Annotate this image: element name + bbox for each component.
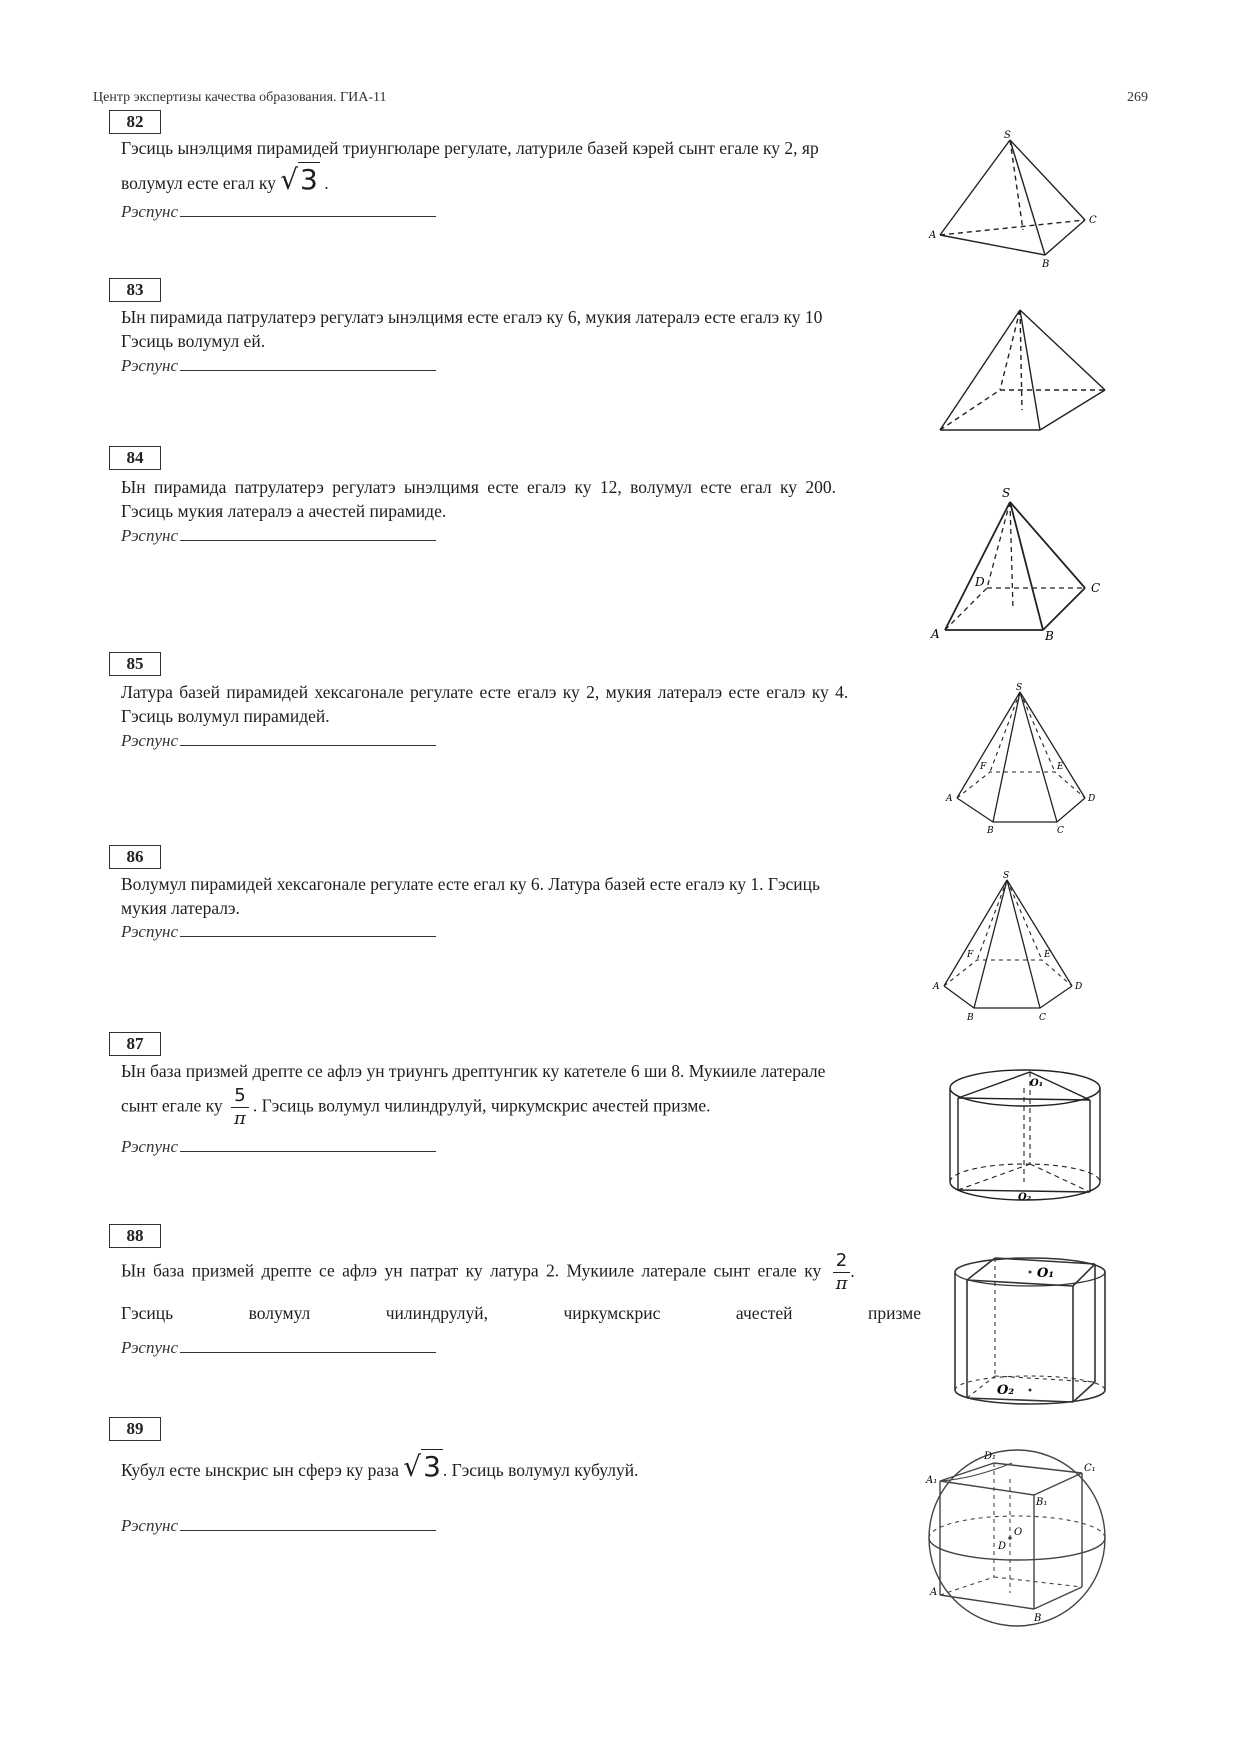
vertex-label: B [967,1013,974,1023]
answer-field[interactable] [121,200,436,222]
problem-text [121,475,936,523]
problem-text-line: Гэсиць мукия латералэ а ачестей пирамиде. [121,501,447,521]
problem-text-word: призме [867,1303,921,1323]
problem-number: 83 [109,278,161,302]
vertex-label: C₁ [1084,1463,1096,1474]
vertex-label: C [1039,1013,1046,1023]
vertex-label: A [931,627,940,640]
problem-text-fragment: . [324,173,329,193]
problem-text-line: Гэсиць волумул пирамидей. [121,706,330,726]
problem-text [121,1059,936,1130]
vertex-label: E [1057,762,1064,772]
vertex-label: B [1045,629,1054,640]
vertex-label: D [1075,982,1083,992]
vertex-label: D [1088,794,1096,804]
vertex-label: B₁ [1036,1497,1048,1508]
answer-label: Рэспунс [121,526,178,545]
problem-text-line [121,163,936,196]
problem-number: 88 [109,1224,161,1248]
problem-text-line: Ын пирамида патрулатерэ регулатэ ынэлцимя есте егалэ ку 6, мукия латералэ есте егалэ ку 10 [121,307,823,327]
problem-text-line [121,475,936,499]
vertex-label: C [1089,215,1097,226]
hexagonal-pyramid-figure [935,680,1110,840]
problem-text-word: ачестей [735,1303,793,1323]
sqrt-expression: √3 [280,163,318,196]
problem-number: 87 [109,1032,161,1056]
answer-line[interactable] [180,1336,436,1353]
problem-text-line: Гэсиць ынэлцимя пирамидей триунгюларе регулате, латуриле базей кэрей сынт егале ку 2, яр [121,138,819,158]
fraction [833,1250,851,1295]
vertex-label: F [980,762,987,772]
answer-line[interactable] [180,920,436,937]
problem-text-line: Волумул пирамидей хексагонале регулате есте егал ку 6. Латура базей есте егалэ ку 1. Гэсиць [121,874,820,894]
vertex-label: D [998,1541,1007,1552]
problem-text-line [121,1450,936,1483]
answer-label: Рэспунс [121,1137,178,1156]
vertex-label: B [1034,1613,1042,1624]
problem-number: 85 [109,652,161,676]
vertex-label: C [1091,581,1101,595]
cylinder-triangular-prism-figure [940,1060,1110,1215]
vertex-label: S [1016,683,1023,693]
problem-text [121,1250,936,1325]
answer-label: Рэспунс [121,356,178,375]
center-point [1008,1536,1012,1540]
cube-in-sphere-figure [922,1443,1112,1633]
hexagonal-pyramid-figure [922,868,1097,1028]
vertex-label: S [1003,871,1010,881]
radicand: 3 [423,1450,441,1483]
vertex-label: A [946,794,953,804]
problem-text [121,305,936,353]
fraction-numerator: 2 [835,1250,848,1271]
vertex-label: D [975,575,985,589]
answer-line[interactable] [180,354,436,371]
center-label: O [1014,1527,1023,1538]
problem-text-fragment: Ын база призмей дрепте се афлэ ун патрат ку латура 2. Мукииле латерале сынт егале ку [121,1260,822,1281]
problem-number: 82 [109,110,161,134]
problem-text-fragment: Кубул есте ынскрис ын сферэ ку раза [121,1460,399,1480]
fraction-numerator: 5 [234,1085,246,1106]
problem-text-line [121,1301,921,1325]
center-label: O₁ [1037,1266,1055,1281]
answer-line[interactable] [180,1514,436,1531]
problem-text-line: мукия латералэ. [121,898,240,918]
quadrilateral-pyramid-labeled-figure [915,480,1115,640]
center-point [1029,1389,1032,1392]
answer-field[interactable] [121,524,436,546]
vertex-label: A [929,230,937,241]
problem-text-word: чиркумскрис [563,1303,661,1323]
answer-line[interactable] [180,524,436,541]
answer-line[interactable] [180,729,436,746]
vertex-label: A [930,1587,938,1598]
problem-text-line: Ын база призмей дрепте се афлэ ун триунгь дрептунгик ку катетеле 6 ши 8. Мукииле латерале [121,1061,826,1081]
fraction-denominator: π [231,1107,249,1130]
answer-label: Рэспунс [121,731,178,750]
problem-text-fragment: волумул есте егал ку [121,173,276,193]
answer-label: Рэспунс [121,1338,178,1357]
answer-label: Рэспунс [121,1516,178,1535]
answer-line[interactable] [180,200,436,217]
problem-text-fragment: Ын пирамида патрулатерэ регулатэ ынэлцимя есте егалэ ку 12, волумул есте егал ку 200. [121,477,836,497]
page-number: 269 [1127,90,1148,105]
problem-text-line [121,1085,936,1130]
fraction-denominator: π [833,1272,851,1295]
center-label: O₂ [997,1383,1015,1398]
vertex-label: E [1044,950,1051,960]
vertex-label: C [1057,826,1064,836]
answer-field[interactable] [121,354,436,376]
answer-label: Рэспунс [121,202,178,221]
answer-field[interactable] [121,1514,436,1536]
problem-text [121,136,936,195]
radicand: 3 [300,163,318,196]
problem-text-fragment: . [850,1260,855,1281]
vertex-label: B [987,826,994,836]
center-label: O₁ [1030,1078,1044,1089]
problem-text-word: Гэсиць [121,1303,174,1323]
problem-number: 89 [109,1417,161,1441]
center-label: O₂ [1018,1192,1032,1203]
problem-text-fragment: сынт егале ку [121,1095,223,1116]
answer-field[interactable] [121,920,436,942]
answer-line[interactable] [180,1135,436,1152]
fraction [231,1085,249,1130]
problem-text [121,680,936,728]
problem-text-line [121,1250,936,1295]
problem-text-fragment: . Гэсиць волумул чилиндрулуй, чиркумскрис ачестей призме. [252,1095,711,1116]
triangular-pyramid-figure [925,130,1115,270]
sqrt-expression: √3 [403,1450,441,1483]
problem-text [121,1450,936,1483]
quadrilateral-pyramid-figure [930,300,1110,440]
problem-text-fragment: . Гэсиць волумул кубулуй. [442,1460,639,1480]
problem-number: 84 [109,446,161,470]
problem-text-line: Гэсиць волумул ей. [121,331,266,351]
page-header-title: Центр экспертизы качества образования. ГИА-11 [93,90,387,105]
problem-text-word: чилиндрулуй, [385,1303,489,1323]
vertex-label: A₁ [926,1475,938,1486]
vertex-label: A [933,982,940,992]
vertex-label: B [1042,259,1050,270]
vertex-label: S [1002,486,1011,500]
answer-field[interactable] [121,1336,436,1358]
vertex-label: S [1004,130,1011,141]
problem-text [121,872,936,920]
center-point [1029,1271,1032,1274]
answer-field[interactable] [121,729,436,751]
problem-text-word: волумул [248,1303,311,1323]
answer-field[interactable] [121,1135,436,1157]
problem-text-line: Латура базей пирамидей хексагонале регулате есте егалэ ку 2, мукия латералэ есте егалэ ку 4. [121,682,849,702]
vertex-label: F [967,950,974,960]
answer-label: Рэспунс [121,922,178,941]
cylinder-square-prism-figure [945,1250,1115,1410]
problem-number: 86 [109,845,161,869]
vertex-label: D₁ [984,1451,997,1462]
